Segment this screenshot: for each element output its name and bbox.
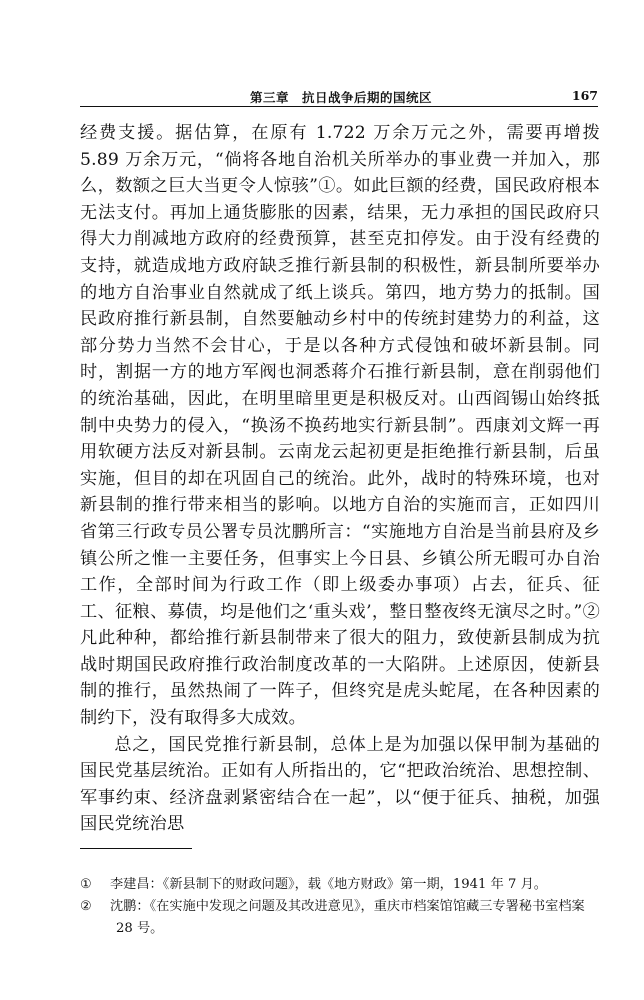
header-rule <box>80 106 598 107</box>
footnote-mark-1: ① <box>80 877 92 892</box>
chapter-title: 第三章 抗日战争后期的国统区 <box>250 90 433 105</box>
footnote-mark-2: ② <box>80 899 92 914</box>
paragraph-1: 经费支援。据估算，在原有 1.722 万余万元之外，需要再增拨 5.89 万余万元，“倘将各地自治机关所举办的事业费一并加入，那么，数额之巨大当更令人惊骇”①。如此巨额的经费，国民政府根本无法支付。再加上通货膨胀的因素，结果，无力承担的国民政府只得大力削减地方政府的经费预算，甚至克扣停发。由于没有经费的支持，就造成地方政府缺乏推行新县制的积极性，新县制所要举办的地方自治事业自然就成了纸上谈兵。第四，地方势力的抵制。国民政府推行新县制，自然要触动乡村中的传统封建势力的利益，这部分势力当然不会甘心，于是以各种方式侵蚀和破坏新县制。同时，割据一方的地方军阀也洞悉蒋介石推行新县制，意在削弱他们的统治基础，因此，在明里暗里更是积极反对。山西阎锡山始终抵制中央势力的侵入，“换汤不换药地实行新县制”。西康刘文辉一再用软硬方法反对新县制。云南龙云起初更是拒绝推行新县制，后虽实施，但目的却在巩固自己的统治。此外，战时的特殊环境，也对新县制的推行带来相当的影响。以地方自治的实施而言，正如四川省第三行政专员公署专员沈鹏所言：“实施地方自治是当前县府及乡镇公所之惟一主要任务，但事实上今日县、乡镇公所无暇可办自治工作，全部时间为行政工作（即上级委办事项）占去，征兵、征工、征粮、募债，均是他们之‘重头戏’，整日整夜终无演尽之时。”②凡此种种，都给推行新县制带来了很大的阻力，致使新县制成为抗战时期国民政府推行政治制度改革的一大陷阱。上述原因，使新县制的推行，虽然热闹了一阵子，但终究是虎头蛇尾，在各种因素的制约下，没有取得多大成效。 <box>80 123 600 729</box>
body-text <box>80 120 600 838</box>
footnote-1 <box>80 874 598 896</box>
paragraph-2: 总之，国民党推行新县制，总体上是为加强以保甲制为基础的国民党基层统治。正如有人所指出的，它“把政治统治、思想控制、军事约束、经济盘剥紧密结合在一起”，以“便于征兵、抽税，加强国民党统治思 <box>80 734 600 835</box>
footnotes <box>80 874 598 940</box>
footnote-text-2: 沈鹏：《在实施中发现之问题及其改进意见》，重庆市档案馆馆藏三专署秘书室档案 28 号。 <box>110 899 585 936</box>
footnote-2 <box>80 896 598 940</box>
page-number: 167 <box>571 88 598 103</box>
footnote-rule <box>80 848 192 849</box>
footnote-text-1: 李建昌：《新县制下的财政问题》，载《地方财政》第一期，1941 年 7 月。 <box>110 877 547 892</box>
running-header <box>80 84 598 106</box>
